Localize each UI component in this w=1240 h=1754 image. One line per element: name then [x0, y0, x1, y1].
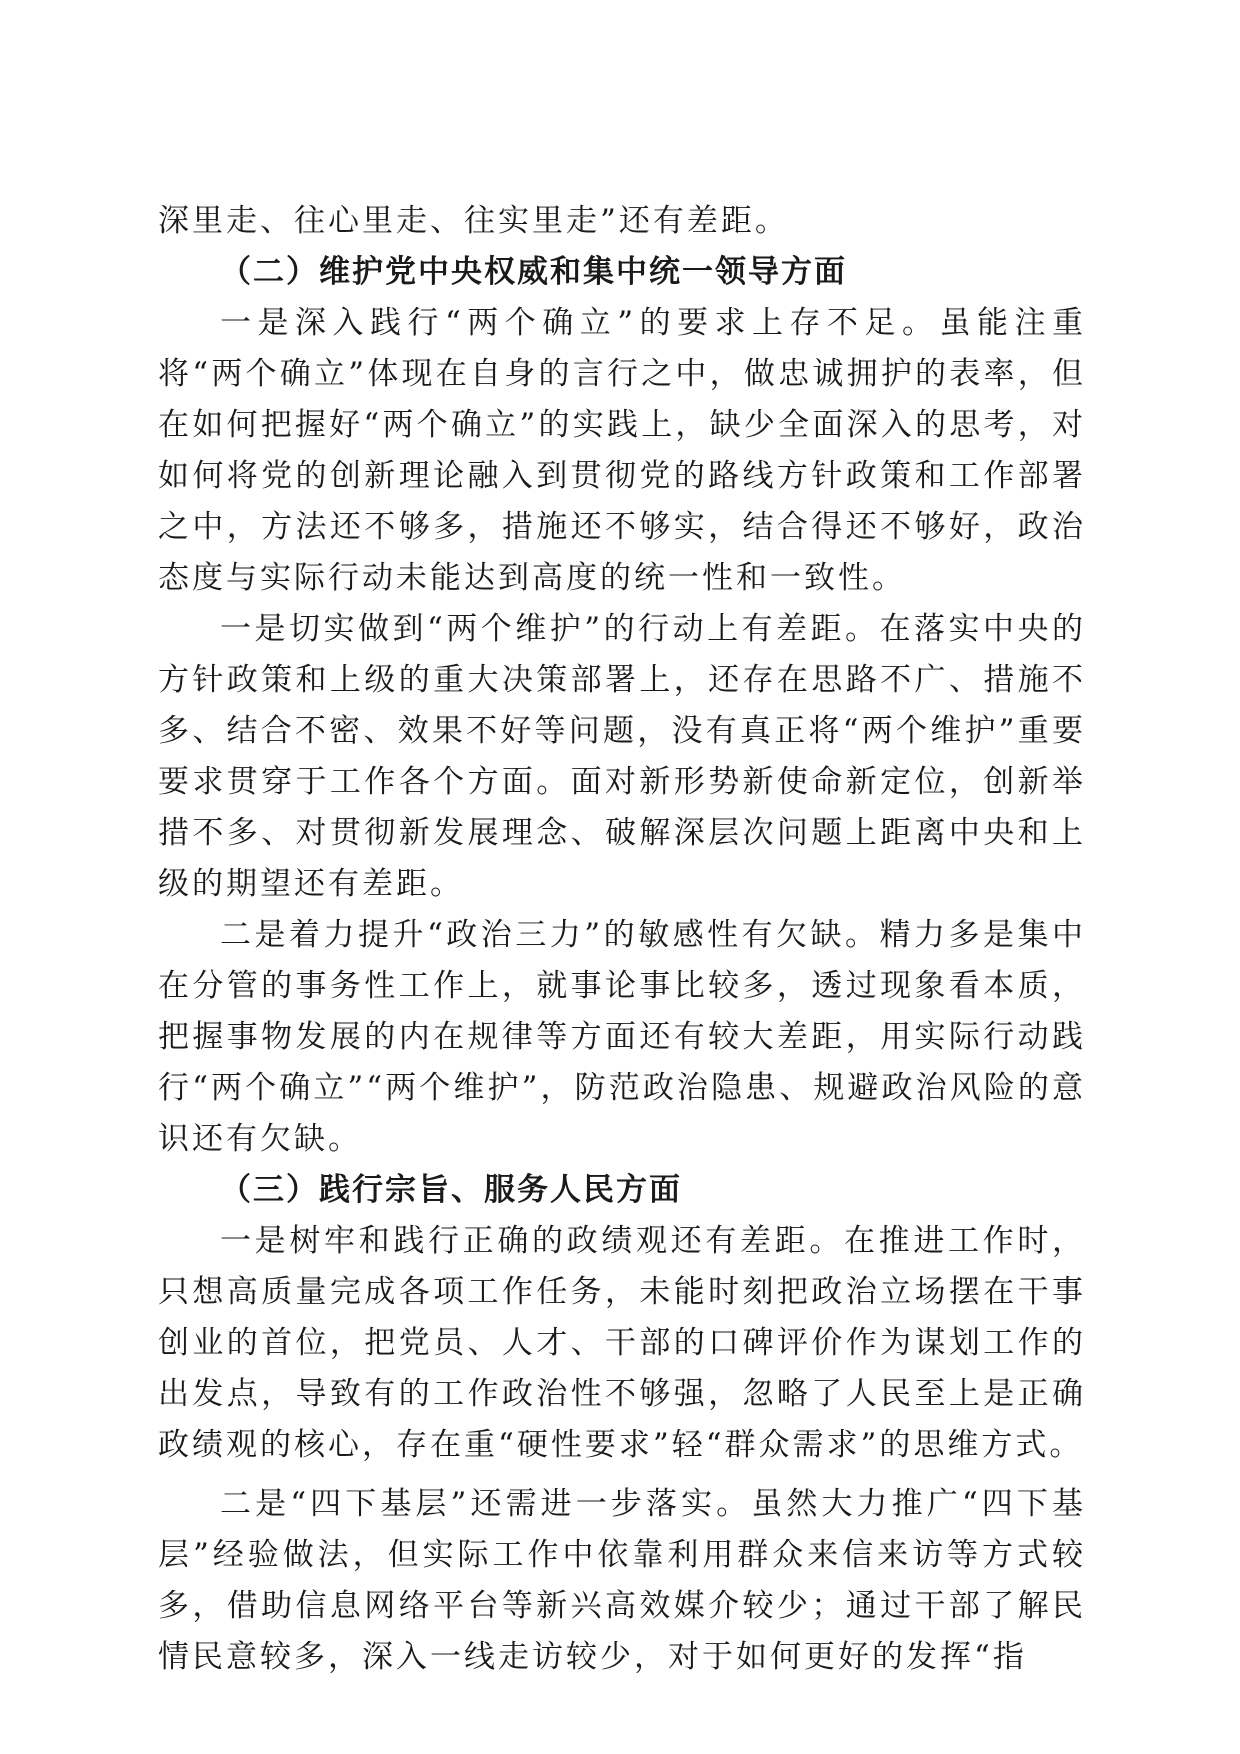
- section-heading-3: （三）践行宗旨、服务人民方面: [220, 1172, 682, 1208]
- body-paragraph: 一是树牢和践行正确的政绩观还有差距。在推进工作时，只想高质量完成各项工作任务，未能时刻把政治立场摆在干事创业的首位，把党员、人才、干部的口碑评价作为谋划工作的出发点，导致有的工作政治性不够强，忽略了人民至上是正确政绩观的核心，存在重“硬性要求”轻“群众需求”的思维方式。: [158, 1223, 1086, 1463]
- body-paragraph: 二是着力提升“政治三力”的敏感性有欠缺。精力多是集中在分管的事务性工作上，就事论事比较多，透过现象看本质，把握事物发展的内在规律等方面还有较大差距，用实际行动践行“两个确立”“两个维护”，防范政治隐患、规避政治风险的意识还有欠缺。: [158, 917, 1086, 1157]
- document-body: [158, 196, 1086, 1683]
- continuation-paragraph: 深里走、往心里走、往实里走”还有差距。: [158, 203, 789, 239]
- body-paragraph: 一是深入践行“两个确立”的要求上存不足。虽能注重将“两个确立”体现在自身的言行之中，做忠诚拥护的表率，但在如何把握好“两个确立”的实践上，缺少全面深入的思考，对如何将党的创新理论融入到贯彻党的路线方针政策和工作部署之中，方法还不够多，措施还不够实，结合得还不够好，政治态度与实际行动未能达到高度的统一性和一致性。: [158, 305, 1086, 596]
- body-paragraph: 二是“四下基层”还需进一步落实。虽然大力推广“四下基层”经验做法，但实际工作中依靠利用群众来信来访等方式较多，借助信息网络平台等新兴高效媒介较少；通过干部了解民情民意较多，深入一线走访较少，对于如何更好的发挥“指: [158, 1486, 1086, 1675]
- body-paragraph: 一是切实做到“两个维护”的行动上有差距。在落实中央的方针政策和上级的重大决策部署上，还存在思路不广、措施不多、结合不密、效果不好等问题，没有真正将“两个维护”重要要求贯穿于工作各个方面。面对新形势新使命新定位，创新举措不多、对贯彻新发展理念、破解深层次问题上距离中央和上级的期望还有差距。: [158, 611, 1086, 902]
- section-heading-2: （二）维护党中央权威和集中统一领导方面: [220, 254, 847, 290]
